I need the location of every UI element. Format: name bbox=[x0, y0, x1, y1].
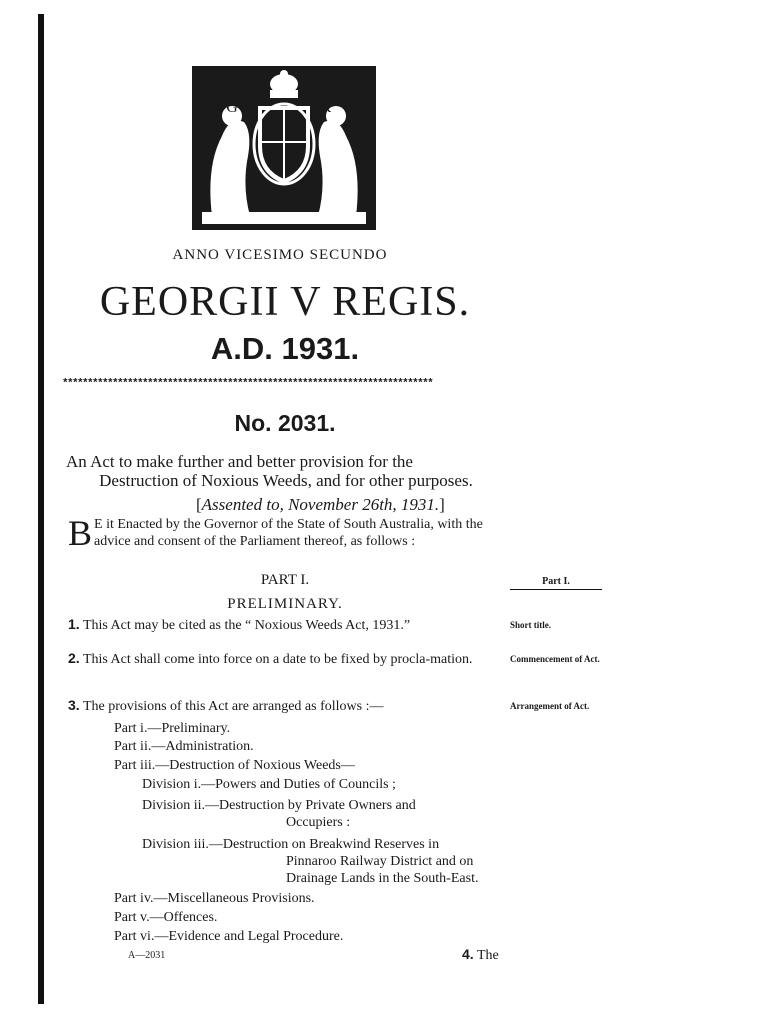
enact-text: E it Enacted by the Governor of the State of South Australia, with the advice and consent of the Parliament thereof, as follows : bbox=[94, 517, 483, 549]
arrangement-division-1: Division i.—Powers and Duties of Councils ; bbox=[142, 777, 396, 792]
section-number: 1. bbox=[68, 616, 80, 632]
enacting-clause bbox=[68, 513, 504, 553]
section-number: 3. bbox=[68, 697, 80, 713]
arrangement-division-3-cont-1: Pinnaroo Railway District and on bbox=[286, 854, 474, 869]
section-text: The provisions of this Act are arranged as follows :— bbox=[82, 699, 384, 714]
arrangement-division-3-cont-2: Drainage Lands in the South-East. bbox=[286, 871, 479, 886]
arrangement-part-3: Part iii.—Destruction of Noxious Weeds— bbox=[114, 758, 355, 773]
arrangement-part-2: Part ii.—Administration. bbox=[114, 739, 254, 754]
act-number: No. 2031. bbox=[234, 410, 336, 436]
assent-text: Assented to, November 26th, 1931. bbox=[201, 495, 440, 514]
arrangement-division-3: Division iii.—Destruction on Breakwind Reserves in bbox=[142, 837, 440, 852]
assent-line bbox=[196, 495, 445, 515]
section-1 bbox=[68, 616, 504, 634]
assent-bracket-open: [ bbox=[196, 495, 202, 514]
regnal-title: GEORGII V REGIS. bbox=[99, 279, 471, 325]
star-rule: ************************************************************************** bbox=[62, 378, 433, 390]
printer-signature: A—2031 bbox=[128, 950, 166, 961]
part-heading: PART I. bbox=[260, 572, 310, 588]
section-2 bbox=[68, 650, 504, 668]
margin-part-label: Part I. bbox=[510, 576, 602, 590]
margin-note-arrangement: Arrangement of Act. bbox=[510, 701, 590, 711]
enact-dropcap: B bbox=[68, 513, 93, 553]
long-title-line-2: Destruction of Noxious Weeds, and for other purposes. bbox=[99, 471, 473, 490]
long-title bbox=[66, 452, 506, 490]
margin-note-short-title: Short title. bbox=[510, 620, 551, 630]
arrangement-part-1: Part i.—Preliminary. bbox=[114, 721, 231, 736]
arrangement-part-5: Part v.—Offences. bbox=[114, 910, 218, 925]
section-number: 2. bbox=[68, 650, 80, 666]
royal-coat-of-arms-icon bbox=[192, 66, 376, 230]
long-title-line-1: An Act to make further and better provision for the bbox=[66, 452, 413, 471]
catchword bbox=[462, 946, 499, 964]
crest-monogram-left: G bbox=[226, 99, 238, 116]
section-text: This Act may be cited as the “ Noxious Weeds Act, 1931.” bbox=[82, 618, 411, 633]
crest-monogram-right: R bbox=[320, 99, 332, 116]
arrangement-part-6: Part vi.—Evidence and Legal Procedure. bbox=[114, 929, 344, 944]
catchword-text: The bbox=[476, 948, 499, 963]
section-text: This Act shall come into force on a date to be fixed by procla-mation. bbox=[82, 652, 473, 667]
arrangement-division-2: Division ii.—Destruction by Private Owners and bbox=[142, 798, 416, 813]
assent-bracket-close: ] bbox=[439, 495, 445, 514]
regnal-anno: ANNO VICESIMO SECUNDO bbox=[172, 247, 388, 263]
year-heading: A.D. 1931. bbox=[210, 331, 360, 366]
margin-bar bbox=[38, 14, 44, 1004]
section-3 bbox=[68, 697, 504, 715]
catchword-number: 4. bbox=[462, 946, 474, 962]
margin-note-commencement: Commencement of Act. bbox=[510, 654, 600, 664]
arrangement-part-4: Part iv.—Miscellaneous Provisions. bbox=[114, 891, 315, 906]
arrangement-division-2-cont: Occupiers : bbox=[286, 815, 351, 830]
part-subheading: PRELIMINARY. bbox=[227, 596, 343, 612]
